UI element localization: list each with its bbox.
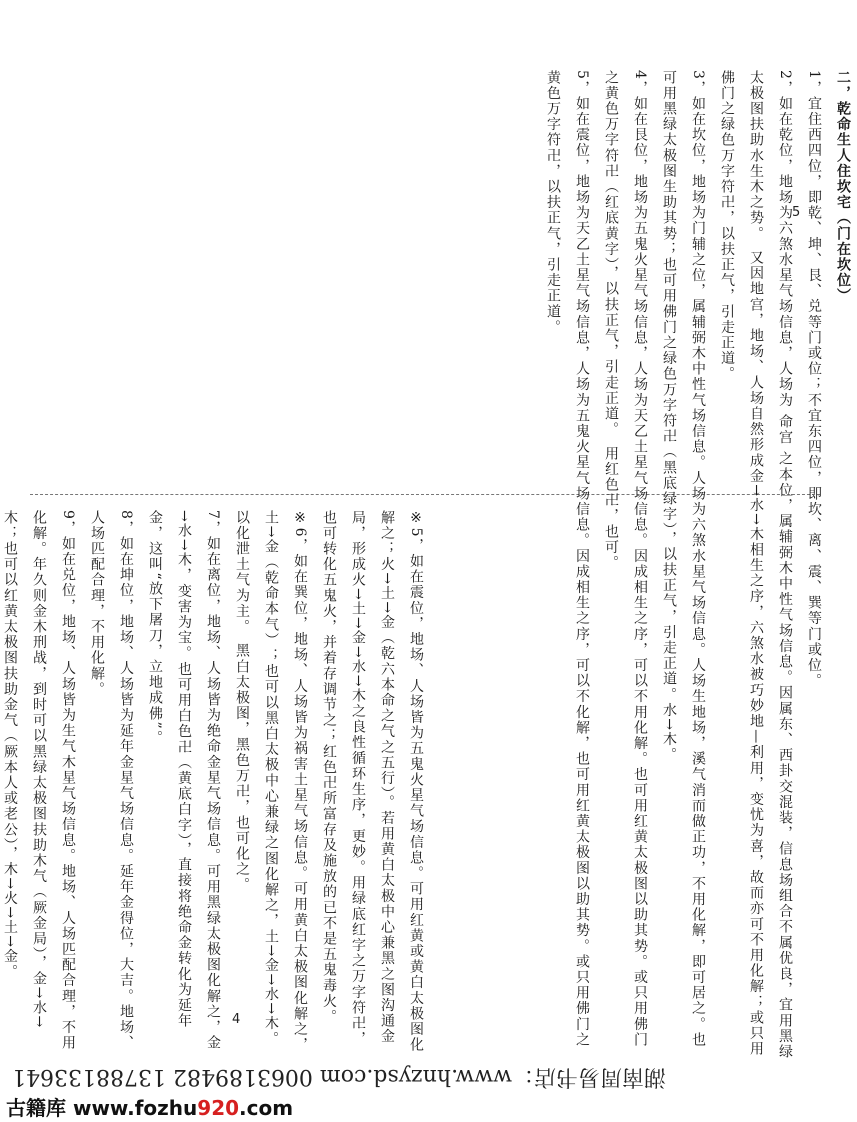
left-paragraph-4: 8，如在坤位，地场、人场皆为延年金星气场信息。延年金得位，大吉。地场、人场匹配合理，不用化解。 bbox=[89, 510, 134, 1051]
left-paragraph-5: 9，如在兑位，地场、人场皆为生气木星气场信息。地场、人场匹配合理，不用化解。年久则金木刑战，到时可以黑绿太极图扶助木气（厥金局），金→水→木；也可以红黄太极图扶助金气（厥本人或老公），木→火→土→金。 bbox=[2, 510, 76, 1051]
right-paragraph-2: 2，如在乾位，地场为六煞水星气场信息，人场为 命宫 之本位，属辅弼木中性气场信息。因属东、西卦交混装，信息场组合不属优良，宜用黑绿太极图扶助水生木之势。 又因地宫，地场、人场自然形成金→水→木相生之序，六煞水被巧妙地—利用，变忧为喜，故而亦可不用化解；或只用佛门之绿色万字符卍，以扶正气，引走正道。 bbox=[719, 70, 793, 1060]
footer-url-suffix: .com bbox=[239, 1096, 294, 1120]
right-paragraph-3: 3，如在坎位，地场为门辅之位，属辅弼木中性气场信息。人场为六煞水星气场信息。人场生地场，溪气消而做正功，不用化解，即可居之。也可用黑绿太极图生助其势；也可用佛门之绿色万字符卍（黑底绿字），以扶正气，引走正道。水→木。 bbox=[661, 70, 706, 1048]
footer-watermark bbox=[6, 1092, 293, 1121]
section-title: 二，乾命生人住坎宅（门在坎位） bbox=[835, 70, 851, 304]
left-paragraph-1: ※5，如在震位，地场、人场皆为五鬼火星气场信息。可用红黄或黄白太极图化解之；火→土→金（乾六本命之气之五行）。若用黄白太极中心兼黑之图沟通金局，形成火→土→金→水→木之良性循环生序，更妙。用绿底红字之万字符卍，也可转化五鬼火，并着存调节之；红色卍所富存及施放的已不是五鬼毒火。 bbox=[321, 510, 424, 1053]
right-paragraph-5: 5，如在震位，地场为天乙土星气场信息，人场为五鬼火星气场信息。因成相生之序，可以不化解，也可用红黄太极图以助其势。或只用佛门之黄色万字符卍，以扶正气，引走正道。 bbox=[545, 70, 590, 1048]
right-page-number: 5 bbox=[792, 205, 801, 220]
footer-url bbox=[73, 1096, 293, 1120]
left-paragraph-3: 7，如在离位，地场、人场皆为绝命金星气场信息。可用黑绿太极图化解之，金→水→木，变害为宝。也可用白色卍（黄底白字），直接将绝命金转化为延年金，这叫“放下屠刀，立地成佛”。 bbox=[147, 510, 221, 1051]
left-page bbox=[0, 0, 430, 1060]
bookstore-stamp: 湖南周易书店：www.hnzysd.com 0063189482 13788133641 bbox=[12, 1064, 666, 1089]
left-page-number: 4 bbox=[232, 1012, 241, 1027]
footer-url-accent: 920 bbox=[197, 1096, 240, 1120]
footer-brand: 古籍库 bbox=[6, 1096, 66, 1120]
right-page bbox=[430, 0, 857, 1060]
left-paragraph-2: ※6，如在巽位，地场、人场皆为祸害土星气场信息。可用黄白太极图化解之，土→金（乾命本气）；也可以黑白太极中心兼绿之图化解之，土→金→水→木。以化泄土气为主。 黑白太极图，黑色万卍，也可化之。 bbox=[234, 510, 308, 1053]
footer-url-prefix: www.fozhu bbox=[72, 1096, 198, 1120]
right-paragraph-1: 1，宜住西四位，即乾、坤、艮、兑等门或位；不宜东四位，即坎、离、震、巽等门或位。 bbox=[806, 70, 822, 689]
right-paragraph-4: 4，如在艮位，地场为五鬼火星气场信息，人场为天乙土星气场信息。因成相生之序，可以不用化解。也可用红黄太极图以助其势。或只用佛门之黄色万字符卍（红底黄字），以扶正气，引走正道。 用红色卍，也可。 bbox=[603, 70, 648, 1048]
